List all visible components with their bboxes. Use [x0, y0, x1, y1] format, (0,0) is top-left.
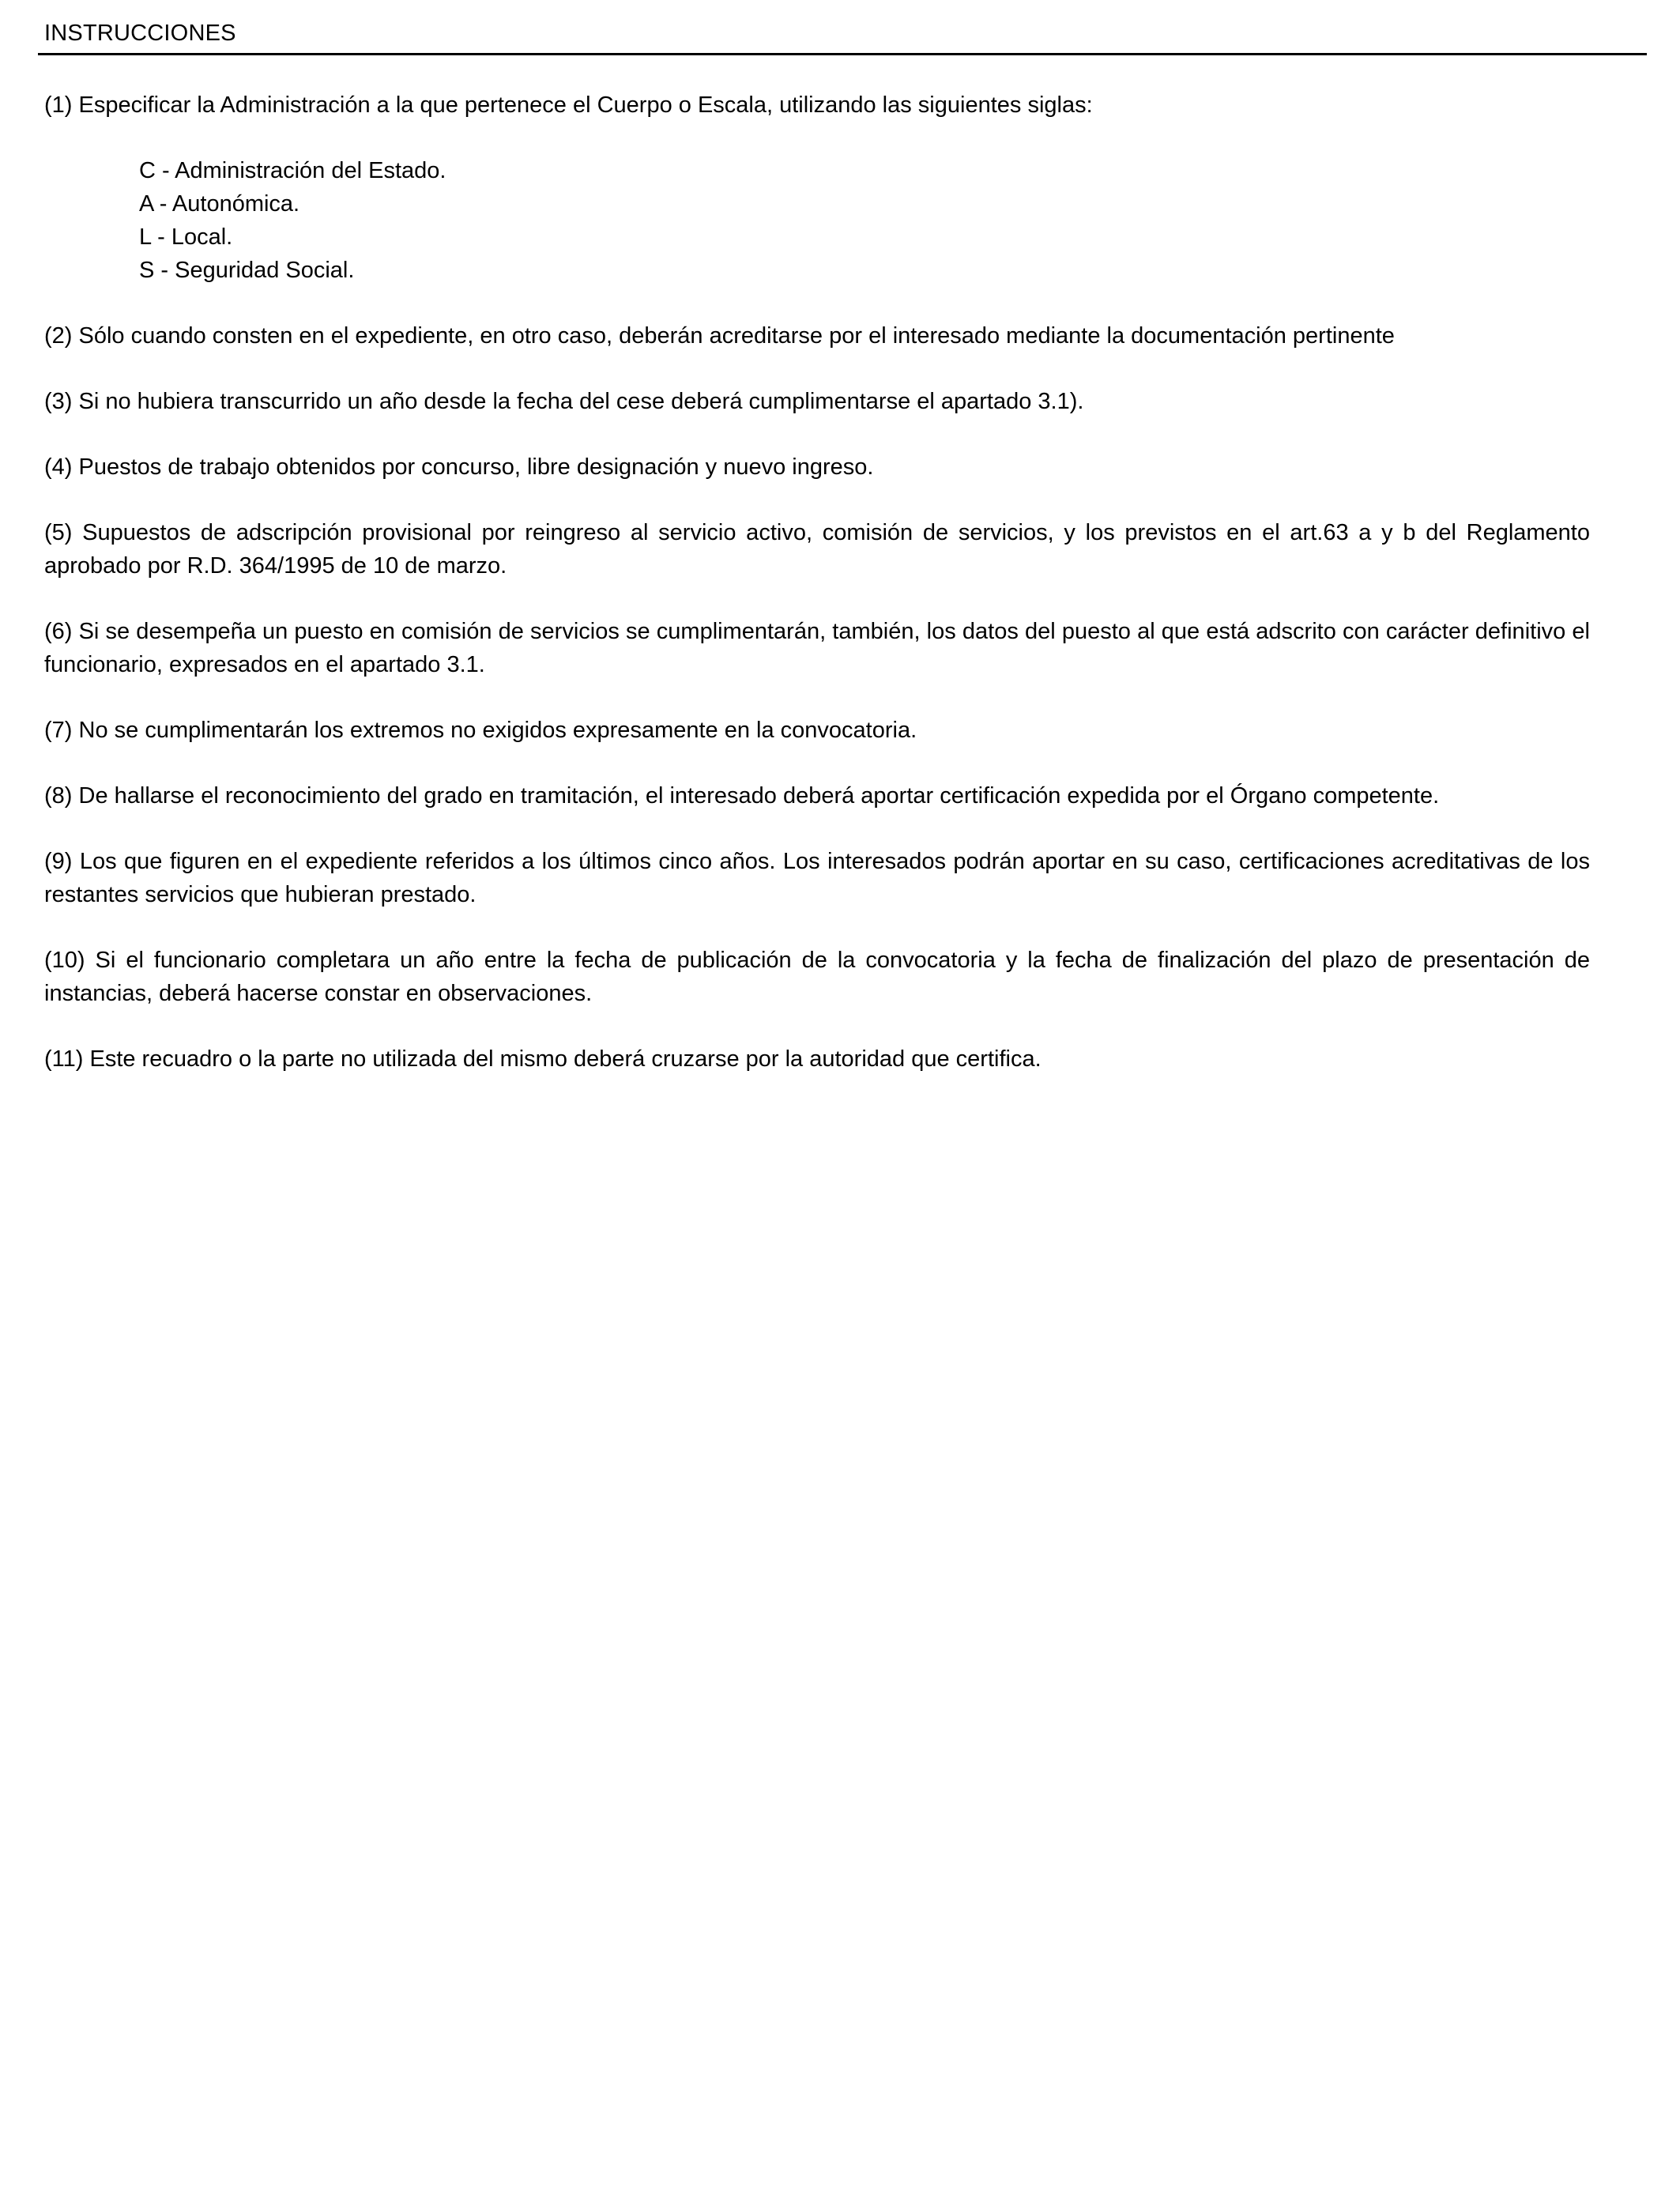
instruction-3: (3) Si no hubiera transcurrido un año desde la fecha del cese deberá cumplimentarse el apartado 3.1). — [44, 389, 1084, 414]
instruction-6: (6) Si se desempeña un puesto en comisión de servicios se cumplimentarán, también, los datos del puesto al que está adscrito con carácter definitivo el funcionario, expresados en el apartado 3.1. — [44, 619, 1590, 677]
header-bar — [38, 16, 1647, 55]
acronym-list — [139, 154, 1590, 287]
instruction-1: (1) Especificar la Administración a la que pertenece el Cuerpo o Escala, utilizando las siguientes siglas: — [44, 92, 1093, 118]
acronym-item-c: C - Administración del Estado. — [139, 158, 446, 183]
instruction-10: (10) Si el funcionario completara un año entre la fecha de publicación de la convocatoria y la fecha de finalización del plazo de presentación de instancias, deberá hacerse constar en observaciones. — [44, 948, 1590, 1006]
acronym-item-a: A - Autonómica. — [139, 191, 300, 217]
instruction-11: (11) Este recuadro o la parte no utilizada del mismo deberá cruzarse por la autoridad que certifica. — [44, 1046, 1042, 1072]
instructions-list — [44, 89, 1590, 1108]
instruction-4: (4) Puestos de trabajo obtenidos por concurso, libre designación y nuevo ingreso. — [44, 454, 874, 480]
instruction-8: (8) De hallarse el reconocimiento del grado en tramitación, el interesado deberá aportar certificación expedida por el Órgano competente. — [44, 783, 1440, 809]
page-title: INSTRUCCIONES — [44, 21, 236, 46]
instruction-7: (7) No se cumplimentarán los extremos no exigidos expresamente en la convocatoria. — [44, 718, 917, 743]
instruction-2: (2) Sólo cuando consten en el expediente, en otro caso, deberán acreditarse por el interesado mediante la documentación pertinente — [44, 323, 1395, 349]
acronym-item-l: L - Local. — [139, 224, 233, 250]
acronym-item-s: S - Seguridad Social. — [139, 258, 355, 283]
instruction-9: (9) Los que figuren en el expediente referidos a los últimos cinco años. Los interesados podrán aportar en su caso, certificaciones acreditativas de los restantes servicios que hubieran prestado. — [44, 849, 1590, 907]
instruction-5: (5) Supuestos de adscripción provisional por reingreso al servicio activo, comisión de servicios, y los previstos en el art.63 a y b del Reglamento aprobado por R.D. 364/1995 de 10 de marzo. — [44, 520, 1590, 579]
